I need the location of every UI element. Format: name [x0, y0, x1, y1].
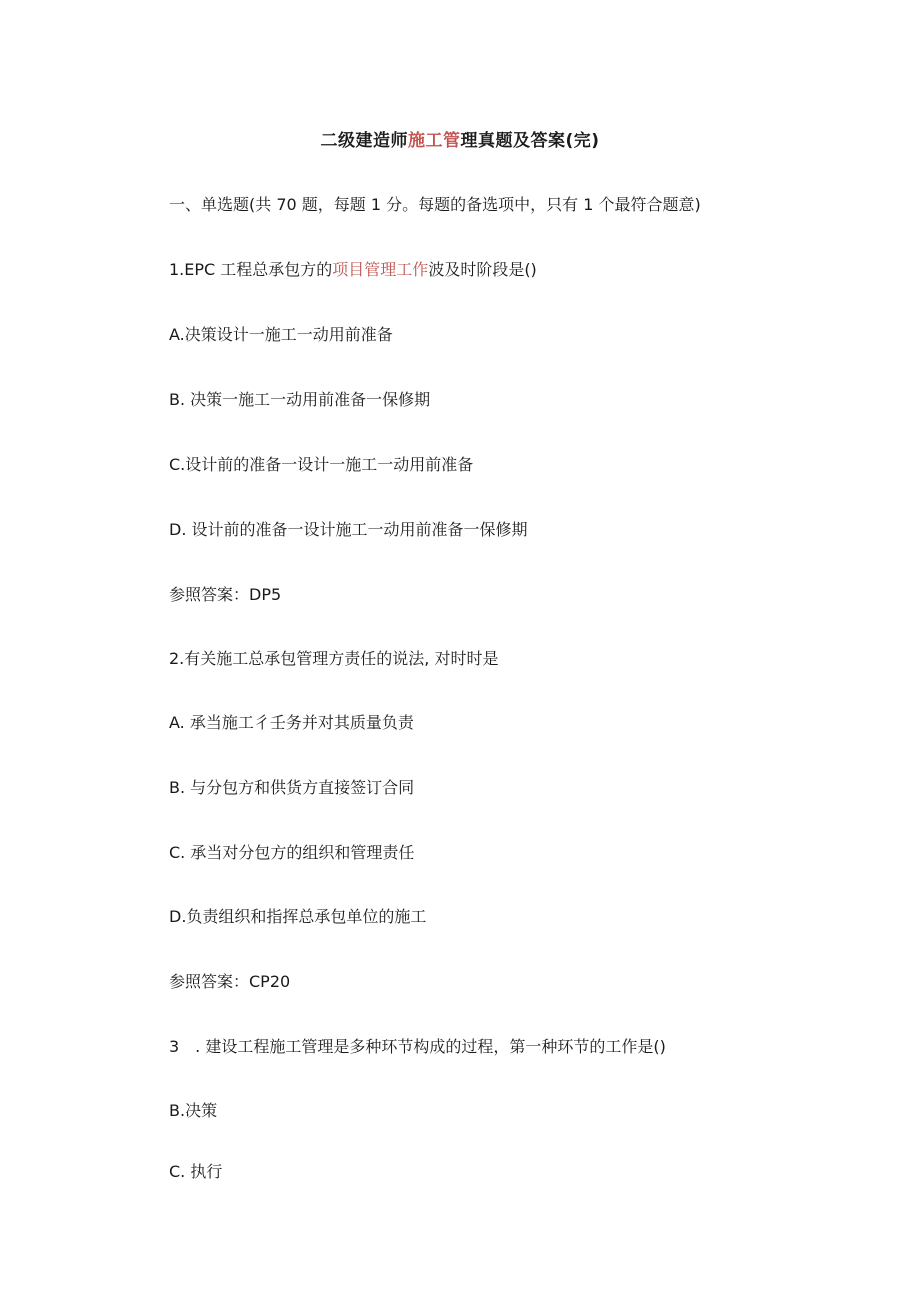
- question-2-stem: 2.有关施工总承包管理方责任的说法, 对时时是: [169, 649, 499, 668]
- question-1-stem: [169, 259, 537, 281]
- title-highlight: 施工管: [407, 131, 461, 151]
- section-heading: 一、单选题(共 70 题，每题 1 分。每题的备选项中，只有 1 个最符合题意): [169, 195, 701, 214]
- q2-option-c: C. 承当对分包方的组织和管理责任: [169, 843, 415, 862]
- title-part-2: 理真题及答案(完): [460, 131, 600, 151]
- q1-option-b: B. 决策一施工一动用前准备一保修期: [169, 390, 431, 409]
- q1-option-a: A.决策设计一施工一动用前准备: [169, 325, 393, 344]
- question-3-stem: 3 . 建设工程施工管理是多种环节构成的过程，第一种环节的工作是(): [169, 1037, 666, 1056]
- q2-answer: 参照答案：CP20: [169, 972, 291, 991]
- q3-option-b: B.决策: [169, 1101, 218, 1120]
- q1-option-c: C.设计前的准备一设计一施工一动用前准备: [169, 455, 474, 474]
- q2-option-a: A. 承当施工彳壬务并对其质量负责: [169, 713, 414, 732]
- q1-stem-highlight: 项目管理工作: [332, 260, 429, 279]
- q1-answer: 参照答案：DP5: [169, 585, 282, 604]
- document-title: [0, 126, 920, 151]
- q3-option-c: C. 执行: [169, 1162, 223, 1181]
- title-part-1: 二级建造师: [320, 131, 408, 151]
- q2-option-d: D.负责组织和指挥总承包单位的施工: [169, 907, 427, 926]
- q1-option-d: D. 设计前的准备一设计施工一动用前准备一保修期: [169, 520, 528, 539]
- q2-option-b: B. 与分包方和供货方直接签订合同: [169, 778, 415, 797]
- q1-stem-part-2: 波及时阶段是(): [428, 260, 537, 279]
- q1-stem-part-1: 1.EPC 工程总承包方的: [169, 260, 333, 279]
